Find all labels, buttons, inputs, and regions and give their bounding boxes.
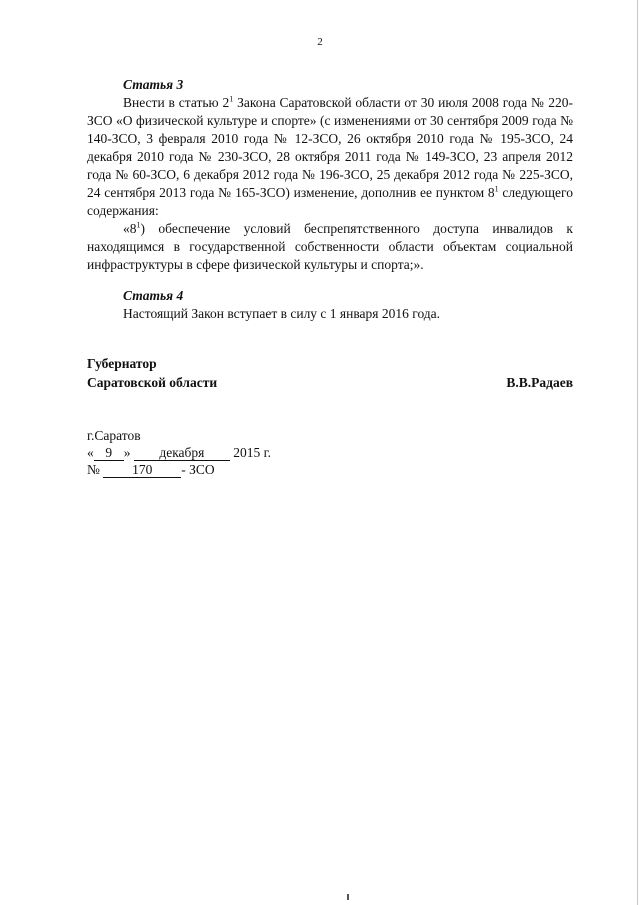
number-prefix: № bbox=[87, 462, 100, 477]
article-3-text-1b: Закона Саратовской области от 30 июля 2008 года № 220-ЗСО «О физической культуре и спорте» (с изменениями от 30 сентября 2009 года № 140-ЗСО, 3 февраля 2010 года № 12-ЗСО, 26 октября 2010 года № 195-ЗСО, 24 декабря 2010 года № 230-ЗСО, 28 октября 2011 года № 149-ЗСО, 23 апреля 2012 года № 60-ЗСО, 6 декабря 2012 года № 196-ЗСО, 25 декабря 2012 года № 225-ЗСО, 24 сентября 2013 года № 165-ЗСО) изменение, дополнив ее пунктом 8 bbox=[87, 95, 573, 200]
superscript: 1 bbox=[229, 94, 234, 104]
date-month: декабря bbox=[134, 446, 230, 461]
scan-mark bbox=[347, 894, 349, 900]
article-3-paragraph-1 bbox=[87, 94, 573, 220]
law-number: 170 bbox=[103, 463, 181, 478]
date-line bbox=[87, 444, 271, 461]
article-4-heading: Статья 4 bbox=[123, 288, 184, 303]
article-3-text-2a: «8 bbox=[123, 221, 137, 236]
date-day: 9 bbox=[94, 446, 124, 461]
article-3-text-1c: следующего содержания: bbox=[87, 185, 573, 218]
article-3-paragraph-2 bbox=[87, 220, 573, 274]
law-number-line bbox=[87, 461, 271, 478]
city: г.Саратов bbox=[87, 428, 141, 443]
number-suffix: - ЗСО bbox=[181, 462, 215, 477]
signer-title-line-1: Губернатор bbox=[87, 356, 157, 371]
superscript: 1 bbox=[494, 184, 499, 194]
signer-name: В.В.Радаев bbox=[506, 375, 573, 390]
signer-title-line-2: Саратовской области bbox=[87, 375, 218, 390]
article-3 bbox=[87, 76, 573, 274]
article-4-text: Настоящий Закон вступает в силу с 1 января 2016 года. bbox=[123, 306, 441, 321]
article-3-text-2b: ) обеспечение условий беспрепятственного доступа инвалидов к находящимся в государственной собственности области объектам социальной инфраструктуры в сфере физической культуры и спорта;». bbox=[87, 221, 573, 272]
page-number: 2 bbox=[317, 36, 323, 48]
signature-block bbox=[87, 354, 573, 392]
superscript: 1 bbox=[136, 220, 141, 230]
open-quote: « bbox=[87, 445, 94, 460]
article-4 bbox=[87, 287, 573, 323]
article-3-heading: Статья 3 bbox=[123, 77, 184, 92]
close-quote: » bbox=[123, 445, 131, 460]
place-date-block bbox=[87, 427, 271, 478]
article-3-text-1a: Внести в статью 2 bbox=[123, 95, 230, 110]
date-year: 2015 г. bbox=[233, 445, 272, 460]
scan-margin-line bbox=[637, 0, 638, 905]
